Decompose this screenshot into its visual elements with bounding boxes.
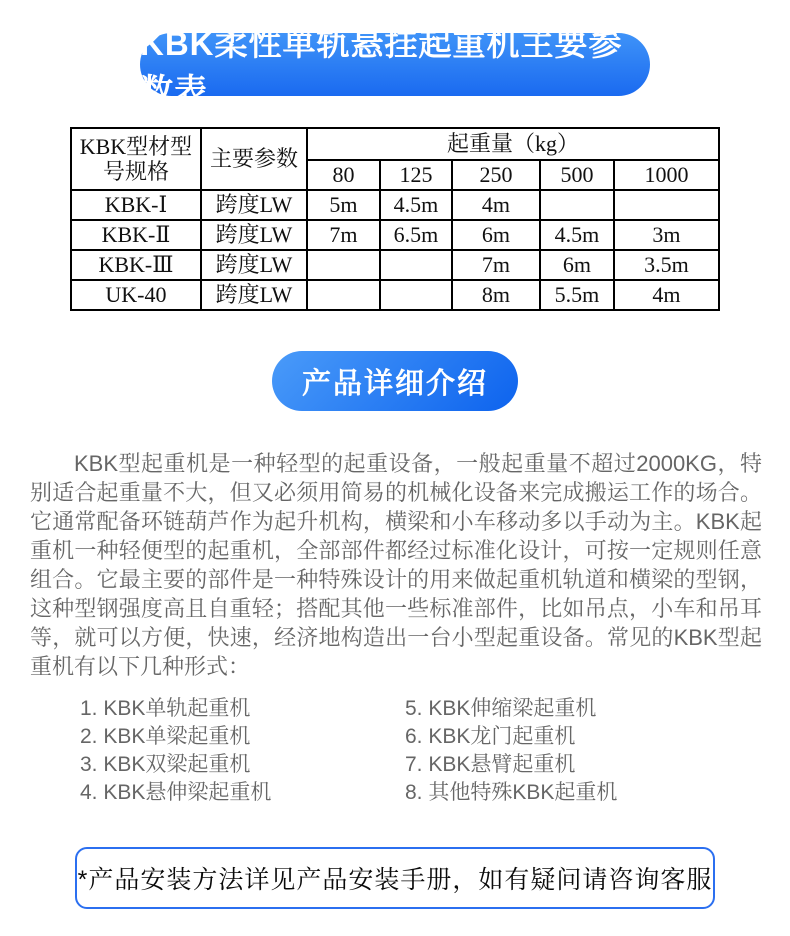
list-item: 8. 其他特殊KBK起重机 bbox=[405, 781, 618, 804]
capacity-col-1000: 1000 bbox=[614, 160, 719, 190]
table-header-param: 主要参数 bbox=[201, 128, 307, 190]
list-item: 4. KBK悬伸梁起重机 bbox=[80, 781, 272, 804]
value-cell: 5m bbox=[307, 190, 380, 220]
page-title: KBK柔性单轨悬挂起重机主要参数表 bbox=[140, 24, 623, 109]
product-intro-button[interactable] bbox=[272, 351, 518, 411]
table-row bbox=[71, 280, 719, 310]
capacity-col-125: 125 bbox=[380, 160, 452, 190]
table-row bbox=[71, 250, 719, 280]
page-title-banner bbox=[140, 24, 650, 109]
value-cell: 7m bbox=[307, 220, 380, 250]
value-cell: 8m bbox=[452, 280, 540, 310]
product-intro-button-label: 产品详细介绍 bbox=[301, 367, 488, 400]
value-cell: 3.5m bbox=[614, 250, 719, 280]
capacity-col-250: 250 bbox=[452, 160, 540, 190]
value-cell: 6m bbox=[540, 250, 614, 280]
value-cell: 4.5m bbox=[540, 220, 614, 250]
list-item: 1. KBK单轨起重机 bbox=[80, 697, 251, 720]
value-cell bbox=[307, 250, 380, 280]
list-item: 5. KBK伸缩梁起重机 bbox=[405, 697, 597, 720]
value-cell: 4m bbox=[614, 280, 719, 310]
param-cell: 跨度LW bbox=[201, 250, 307, 280]
installation-note-text: *产品安装方法详见产品安装手册，如有疑问请咨询客服 bbox=[77, 866, 713, 894]
model-cell: KBK-Ⅰ bbox=[71, 190, 201, 220]
crane-type-list-right-column bbox=[405, 695, 617, 807]
crane-type-list bbox=[0, 695, 790, 807]
list-item: 3. KBK双梁起重机 bbox=[80, 753, 251, 776]
model-cell: KBK-Ⅱ bbox=[71, 220, 201, 250]
value-cell bbox=[380, 250, 452, 280]
table-row bbox=[71, 190, 719, 220]
value-cell: 3m bbox=[614, 220, 719, 250]
param-cell: 跨度LW bbox=[201, 190, 307, 220]
parameters-table-section bbox=[0, 127, 790, 311]
table-row bbox=[71, 220, 719, 250]
model-cell: KBK-Ⅲ bbox=[71, 250, 201, 280]
value-cell: 6.5m bbox=[380, 220, 452, 250]
list-item: 2. KBK单梁起重机 bbox=[80, 725, 251, 748]
value-cell bbox=[614, 190, 719, 220]
value-cell: 4.5m bbox=[380, 190, 452, 220]
param-cell: 跨度LW bbox=[201, 280, 307, 310]
value-cell: 5.5m bbox=[540, 280, 614, 310]
model-cell: UK-40 bbox=[71, 280, 201, 310]
param-cell: 跨度LW bbox=[201, 220, 307, 250]
parameters-table bbox=[70, 127, 720, 311]
capacity-col-80: 80 bbox=[307, 160, 380, 190]
list-item: 6. KBK龙门起重机 bbox=[405, 725, 576, 748]
capacity-col-500: 500 bbox=[540, 160, 614, 190]
value-cell bbox=[307, 280, 380, 310]
value-cell bbox=[380, 280, 452, 310]
value-cell: 4m bbox=[452, 190, 540, 220]
value-cell bbox=[540, 190, 614, 220]
crane-type-list-left-column bbox=[80, 695, 405, 807]
product-intro-paragraph: KBK型起重机是一种轻型的起重设备，一般起重量不超过2000KG，特别适合起重量不大，但又必须用简易的机械化设备来完成搬运工作的场合。它通常配备环链葫芦作为起升机构，横梁和小车移动多以手动为主。KBK起重机一种轻便型的起重机，全部部件都经过标准化设计，可按一定规则任意组合。它最主要的部件是一种特殊设计的用来做起重机轨道和横梁的型钢，这种型钢强度高且自重轻；搭配其他一些标准部件，比如吊点，小车和吊耳等，就可以方便，快速，经济地构造出一台小型起重设备。常见的KBK型起重机有以下几种形式： bbox=[30, 451, 762, 679]
value-cell: 7m bbox=[452, 250, 540, 280]
table-header-capacity: 起重量（kg） bbox=[307, 128, 719, 160]
list-item: 7. KBK悬臂起重机 bbox=[405, 753, 576, 776]
table-header-model: KBK型材型号规格 bbox=[71, 128, 201, 190]
installation-note-box bbox=[75, 847, 715, 909]
value-cell: 6m bbox=[452, 220, 540, 250]
